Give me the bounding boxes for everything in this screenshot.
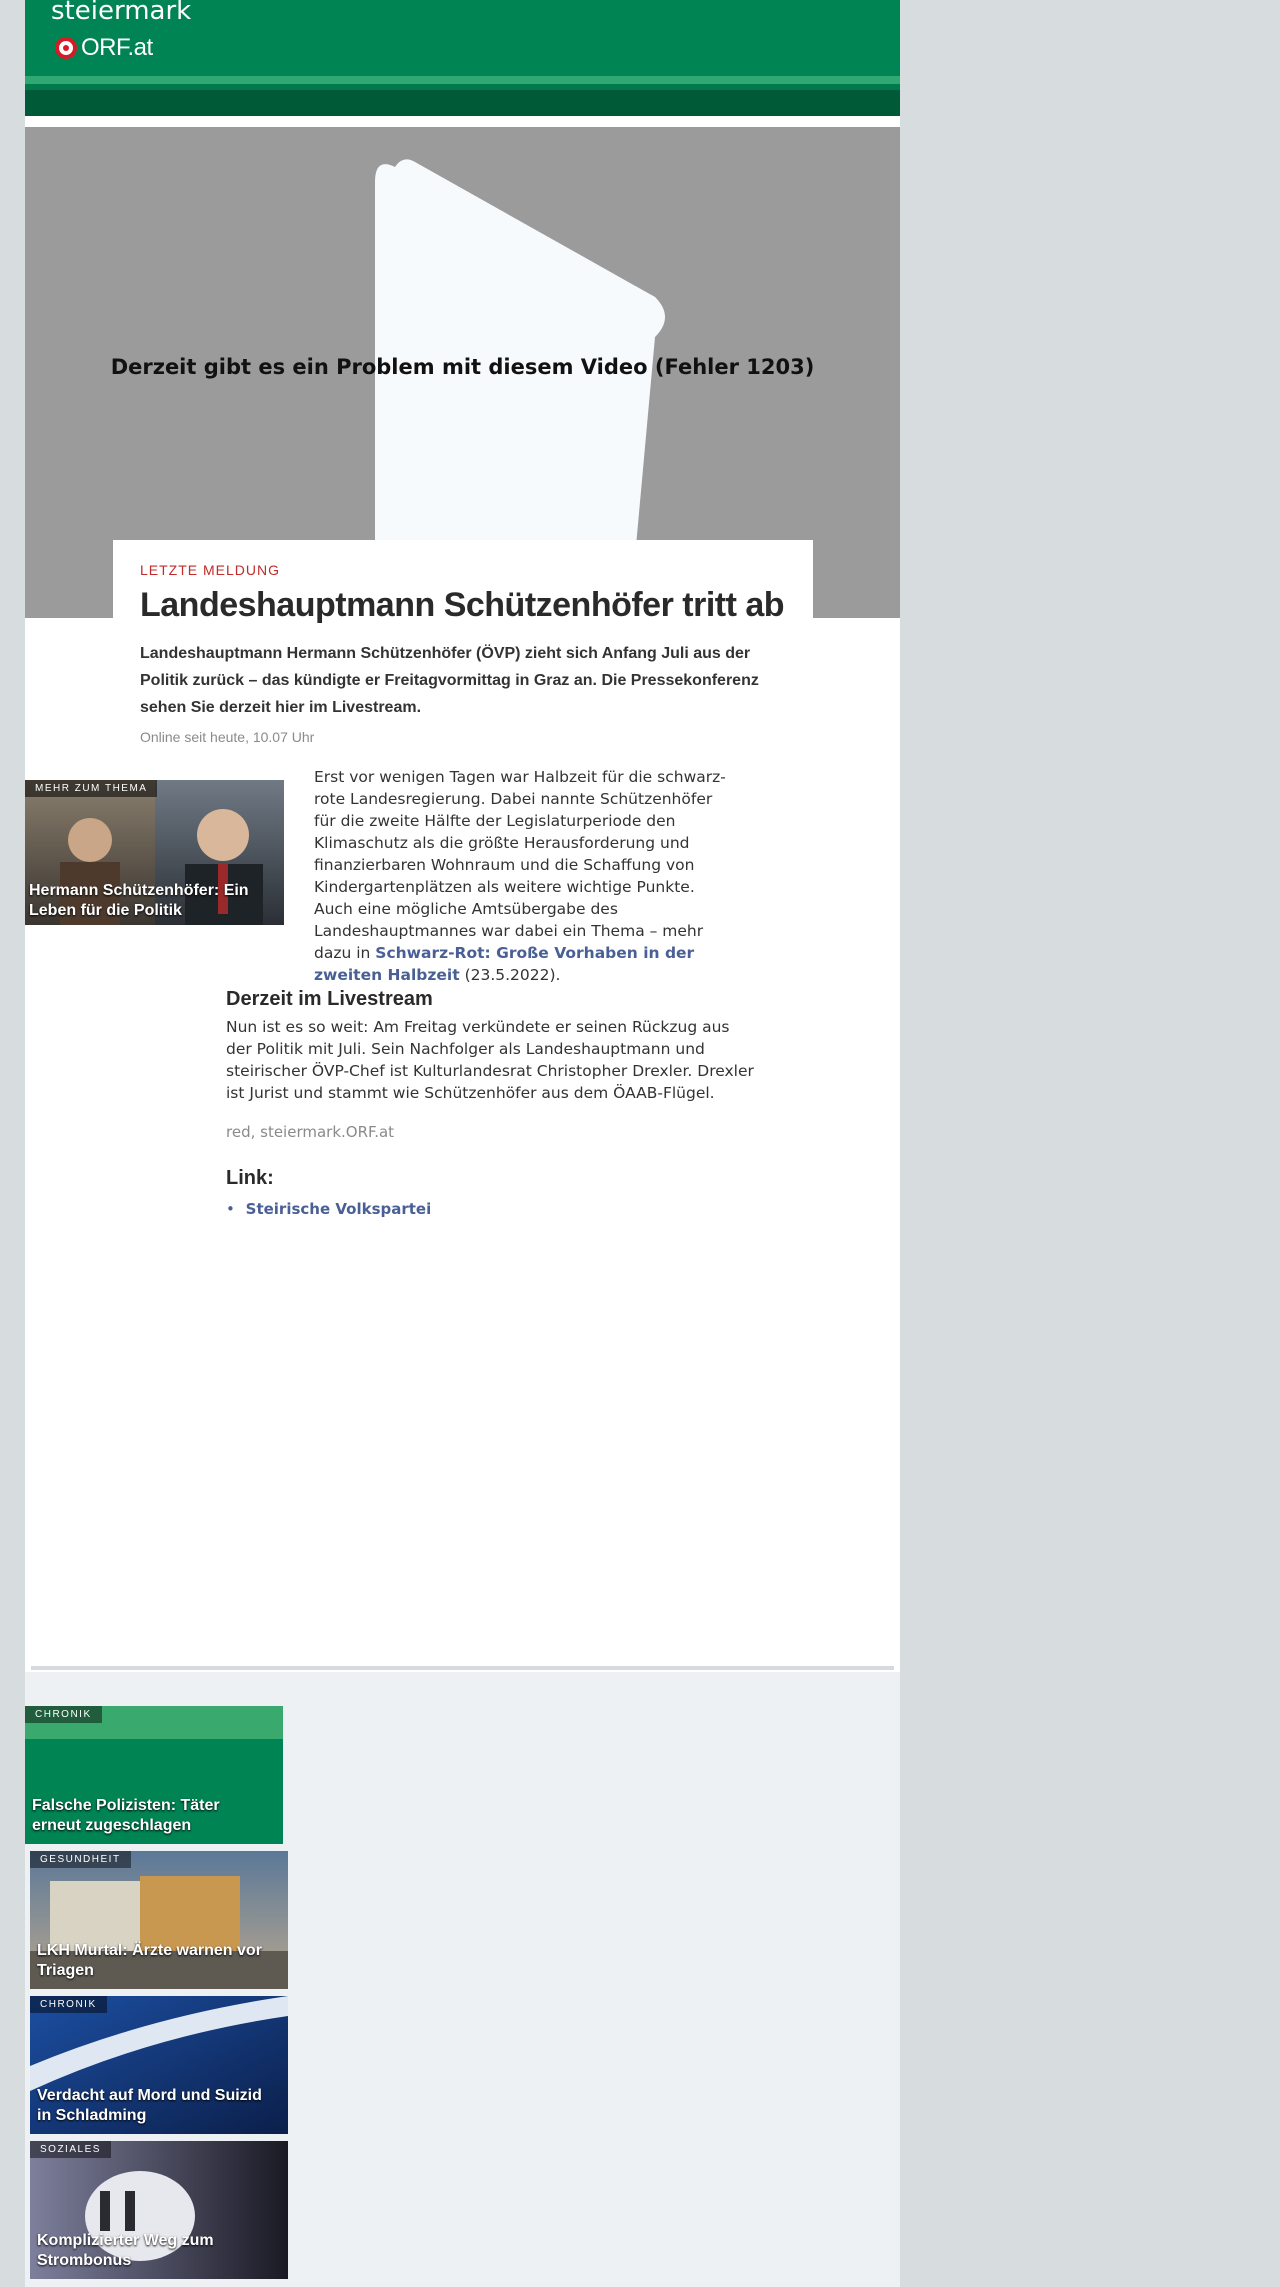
- section-title: Derzeit im Livestream: [226, 988, 433, 1010]
- related-article-link[interactable]: Schwarz-Rot: Große Vorhaben in der zweiten Halbzeit: [314, 944, 695, 984]
- article-kicker: LETZTE MELDUNG: [140, 562, 281, 578]
- header-stripe: [25, 90, 900, 116]
- news-feed: [25, 1672, 900, 2287]
- links-list: [226, 1200, 431, 1218]
- feed-card[interactable]: [30, 1851, 288, 1989]
- article-timestamp: Online seit heute, 10.07 Uhr: [140, 729, 315, 745]
- related-teaser[interactable]: [25, 780, 284, 925]
- divider: [31, 1666, 894, 1670]
- feed-card-title: LKH Murtal: Ärzte warnen vor Triagen: [37, 1942, 262, 1979]
- paragraph-suffix: (23.5.2022).: [464, 966, 561, 984]
- teaser-tag: MEHR ZUM THEMA: [25, 780, 157, 797]
- links-title: Link:: [226, 1167, 274, 1189]
- feed-card-tag: CHRONIK: [30, 1996, 107, 2013]
- feed-card-title: Falsche Polizisten: Täter erneut zugeschlagen: [32, 1797, 220, 1834]
- feed-card-title: Verdacht auf Mord und Suizid in Schladming: [37, 2087, 262, 2124]
- list-item: [226, 1200, 431, 1218]
- video-error-message: Derzeit gibt es ein Problem mit diesem Video (Fehler 1203): [110, 355, 815, 379]
- feed-card[interactable]: [25, 1706, 283, 1844]
- feed-card-tag: SOZIALES: [30, 2141, 111, 2158]
- article-card: [113, 540, 813, 1660]
- article-lead: Landeshauptmann Hermann Schützenhöfer (ÖVP) zieht sich Anfang Juli aus der Politik zurück – das kündigte er Freitagvormittag in Graz an. Die Pressekonferenz sehen Sie derzeit hier im Livestream.: [140, 645, 759, 716]
- article-author: red, steiermark.ORF.at: [226, 1123, 395, 1141]
- feed-card-tag: CHRONIK: [25, 1706, 102, 1723]
- feed-card-title: Komplizierter Weg zum Strombonus: [37, 2232, 214, 2269]
- feed-card[interactable]: [30, 2141, 288, 2279]
- orf-eye-icon: [55, 37, 77, 59]
- teaser-title: Hermann Schützenhöfer: Ein Leben für die Politik: [29, 882, 249, 919]
- logo-text: ORF.at: [81, 34, 153, 61]
- region-name[interactable]: steiermark: [51, 0, 192, 26]
- article-headline: Landeshauptmann Schützenhöfer tritt ab: [140, 586, 785, 624]
- site-header: [25, 0, 900, 116]
- article-paragraph: Nun ist es so weit: Am Freitag verkündete er seinen Rückzug aus der Politik mit Juli. Sein Nachfolger als Landeshauptmann und steirischer ÖVP-Chef ist Kulturlandesrat Christopher Drexler. Drexler ist Jurist und stammt wie Schützenhöfer aus dem ÖAAB-Flügel.: [226, 1018, 754, 1102]
- external-link[interactable]: Steirische Volkspartei: [245, 1200, 432, 1218]
- orf-logo[interactable]: [55, 32, 153, 64]
- article-paragraph: [314, 766, 734, 986]
- feed-card-tag: GESUNDHEIT: [30, 1851, 131, 1868]
- feed-card[interactable]: [30, 1996, 288, 2134]
- paragraph-text: Erst vor wenigen Tagen war Halbzeit für die schwarz-rote Landesregierung. Dabei nannte Schützenhöfer für die zweite Hälfte der Legislaturperiode den Klimaschutz als die größte Herausforderung und finanzierbaren Wohnraum und die Schaffung von Kindergartenplätzen als weitere wichtige Punkte. Auch eine mögliche Amtsübergabe des Landeshauptmannes war dabei ein Thema – mehr dazu in: [314, 768, 726, 962]
- page: [25, 0, 900, 2287]
- header-stripe: [25, 76, 900, 84]
